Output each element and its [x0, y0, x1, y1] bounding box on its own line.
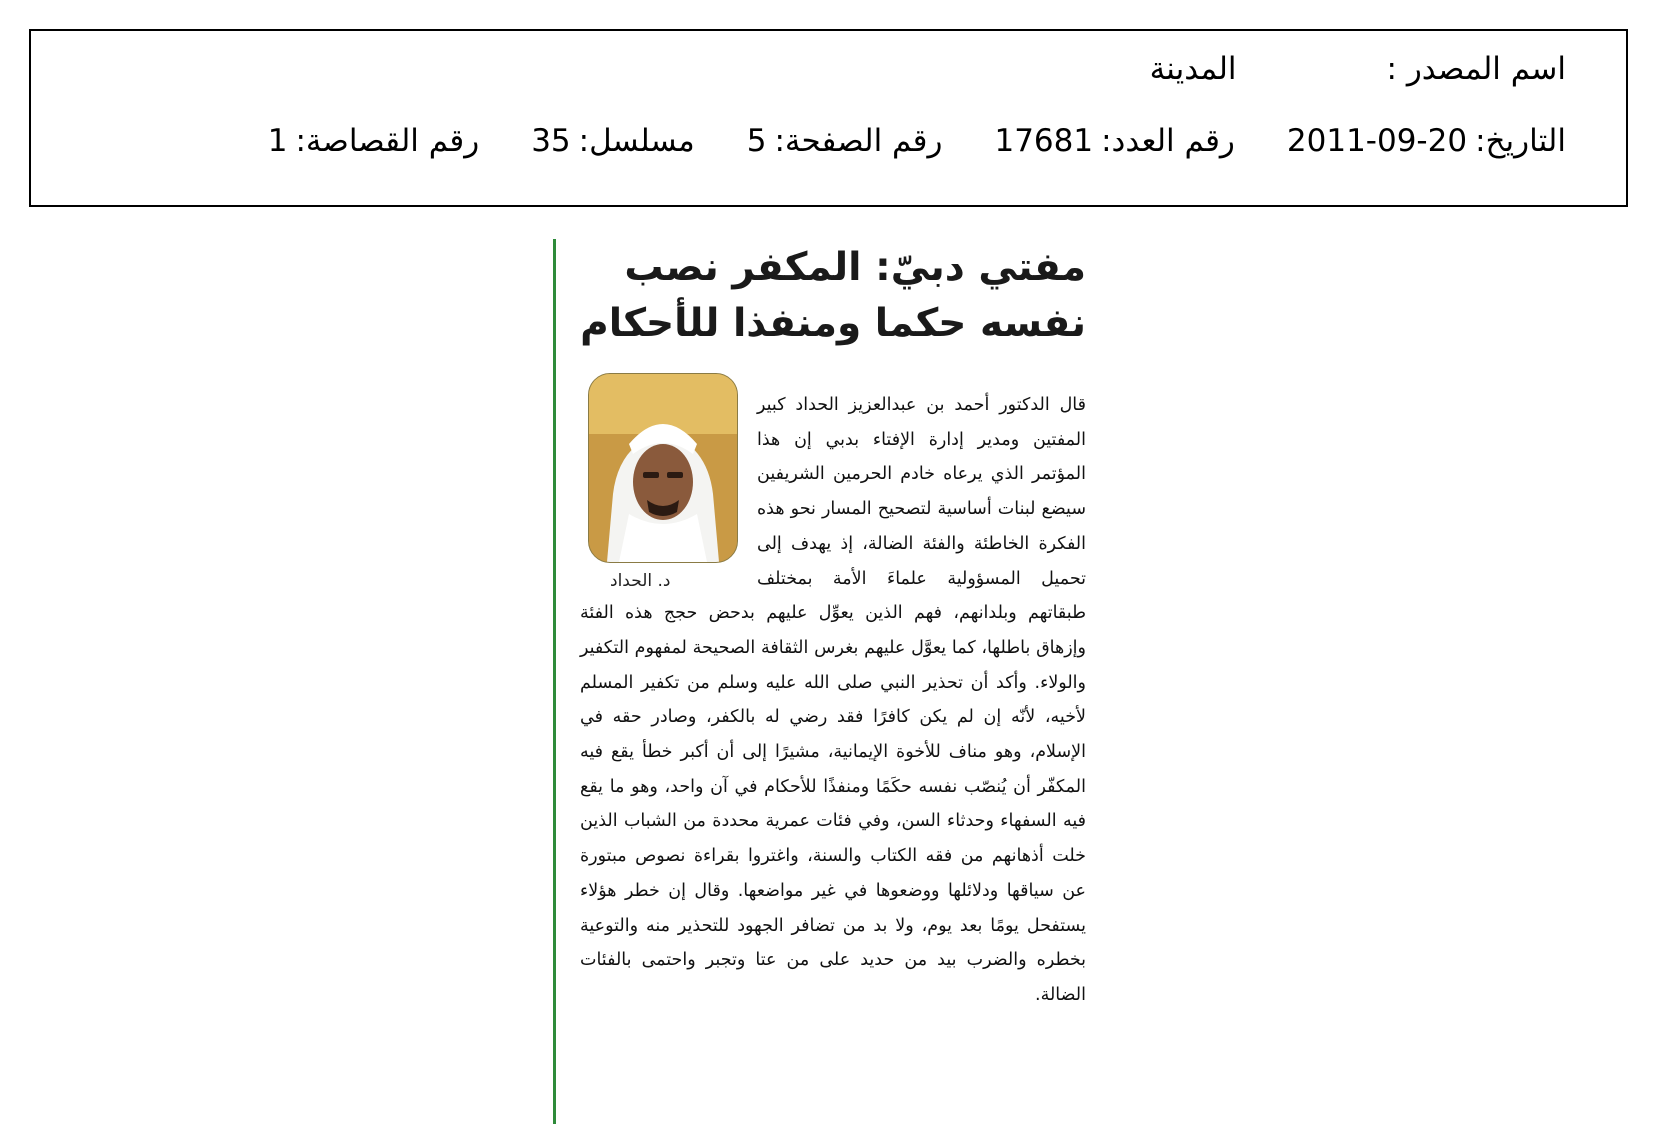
article-headline: مفتي دبيّ: المكفر نصب نفسه حكما ومنفذا للأحكام	[580, 245, 1086, 346]
clip-field	[268, 123, 479, 159]
date-value: 2011-09-20	[1286, 123, 1468, 159]
photo-caption: د. الحداد	[610, 571, 671, 591]
photo-wrap-spacer	[580, 388, 757, 595]
page-label: رقم الصفحة:	[774, 123, 943, 159]
source-info-box	[29, 29, 1628, 207]
source-label: اسم المصدر :	[1386, 51, 1566, 87]
column-divider	[553, 239, 556, 1124]
source-row	[1150, 51, 1566, 87]
article-body-text: قال الدكتور أحمد بن عبدالعزيز الحداد كبير المفتين ومدير إدارة الإفتاء بدبي إن هذا المؤتمر الذي يرعاه خادم الحرمين الشريفين سيضع لبنات أساسية لتصحيح المسار نحو هذه الفكرة الخاطئة والفئة الضالة، إذ يهدف إلى تحميل المسؤولية علماءَ الأمة بمختلف طبقاتهم وبلدانهم، فهم الذين يعوِّل عليهم بدحض حجج هذه الفئة وإزهاق باطلها، كما يعوَّل عليهم بغرس الثقافة الصحيحة لمفهوم التكفير والولاء. وأكد أن تحذير النبي صلى الله عليه وسلم من تكفير المسلم لأخيه، لأنّه إن لم يكن كافرًا فقد رضي له بالكفر، وصادر حقه في الإسلام، وهو مناف للأخوة الإيمانية، مشيرًا إلى أن أكبر خطأ يقع فيه المكفّر أن يُنصّب نفسه حكَمًا ومنفذًا للأحكام في آن واحد، وهو ما يقع فيه السفهاء وحدثاء السن، وفي فئات عمرية محددة من الشباب الذين خلت أذهانهم من فقه الكتاب والسنة، واغتروا بقراءة نصوص مبتورة عن سياقها ودلائلها ووضعوها في غير مواضعها. وقال إن خطر هؤلاء يستفحل يومًا بعد يوم، ولا بد من تضافر الجهود للتحذير منه والتوعية بخطره والضرب بيد من حديد على من عتا وتجبر واحتمى بالفئات الضالة.	[580, 395, 1086, 1005]
metadata-row	[268, 123, 1566, 159]
source-value: المدينة	[1149, 51, 1237, 87]
clip-value: 1	[267, 123, 288, 159]
date-field	[1287, 123, 1566, 159]
article-body	[580, 388, 1086, 1013]
serial-value: 35	[531, 123, 571, 159]
issue-label: رقم العدد:	[1101, 123, 1235, 159]
serial-label: مسلسل:	[578, 123, 695, 159]
serial-field	[531, 123, 695, 159]
clip-label: رقم القصاصة:	[295, 123, 480, 159]
issue-value: 17681	[994, 123, 1094, 159]
page-value: 5	[746, 123, 767, 159]
issue-field	[994, 123, 1234, 159]
page-field	[747, 123, 943, 159]
date-label: التاريخ:	[1475, 123, 1566, 159]
